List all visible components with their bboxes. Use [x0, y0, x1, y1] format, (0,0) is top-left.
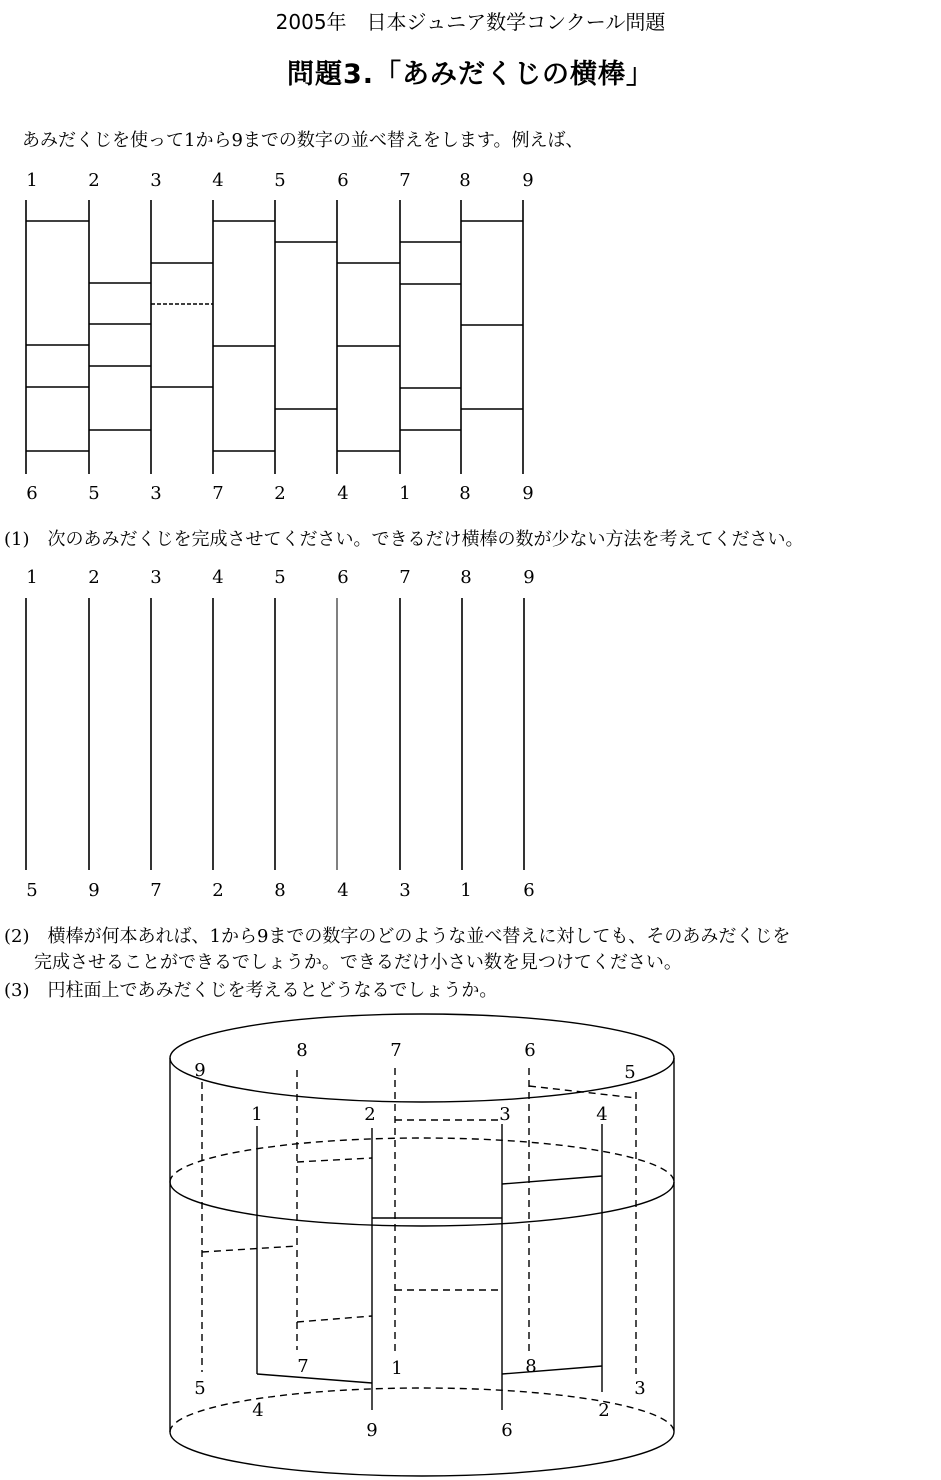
example-top-number: 4 — [212, 170, 224, 191]
cyl-top-label: 3 — [499, 1104, 511, 1125]
example-bottom-number: 5 — [88, 483, 100, 504]
q1-amidakuji — [26, 598, 524, 870]
cyl-bottom-label: 6 — [501, 1420, 513, 1441]
q1-bottom-number: 9 — [88, 880, 100, 901]
example-amidakuji — [26, 200, 523, 474]
cyl-bottom-label: 7 — [297, 1356, 309, 1377]
cyl-bottom-label: 8 — [525, 1356, 537, 1377]
q1-top-number: 2 — [88, 567, 100, 588]
example-bottom-number: 8 — [459, 483, 471, 504]
q1-bottom-number: 1 — [460, 880, 472, 901]
example-top-number: 5 — [274, 170, 286, 191]
cyl-top-label: 5 — [624, 1062, 636, 1083]
cyl-bottom-label: 5 — [194, 1378, 206, 1399]
q1-top-number: 5 — [274, 567, 286, 588]
example-bottom-number: 6 — [26, 483, 38, 504]
cyl-bottom-label: 9 — [366, 1420, 378, 1441]
question-1-text: (1) 次のあみだくじを完成させてください。できるだけ横棒の数が少ない方法を考えてください。 — [4, 529, 804, 550]
cyl-top-label: 8 — [296, 1040, 308, 1061]
example-top-number: 1 — [26, 170, 38, 191]
question-3-text: (3) 円柱面上であみだくじを考えるとどうなるでしょうか。 — [4, 980, 498, 1001]
question-2-line-2: 完成させることができるでしょうか。できるだけ小さい数を見つけてください。 — [34, 952, 682, 973]
page-title: 問題3.「あみだくじの横棒」 — [286, 59, 655, 90]
q1-top-number: 7 — [399, 567, 411, 588]
q1-bottom-number: 4 — [337, 880, 349, 901]
example-bottom-number: 3 — [150, 483, 162, 504]
example-top-number: 3 — [150, 170, 162, 191]
example-bottom-number: 9 — [522, 483, 534, 504]
example-bottom-number: 7 — [212, 483, 224, 504]
page-header: 2005年 日本ジュニア数学コンクール問題 — [275, 10, 666, 34]
example-top-number: 8 — [459, 170, 471, 191]
q1-top-number: 8 — [460, 567, 472, 588]
cyl-bottom-label: 4 — [252, 1400, 264, 1421]
example-bottom-number: 4 — [337, 483, 349, 504]
cyl-bottom-label: 2 — [598, 1400, 610, 1421]
question-2-line-1: (2) 横棒が何本あれば、1から9までの数字のどのような並べ替えに対しても、そのあみだくじを — [4, 926, 791, 947]
q1-top-number: 1 — [26, 567, 38, 588]
q1-bottom-number: 3 — [399, 880, 411, 901]
cyl-top-label: 7 — [390, 1040, 402, 1061]
example-bottom-number: 1 — [399, 483, 411, 504]
q1-top-number: 3 — [150, 567, 162, 588]
cyl-bottom-label: 1 — [391, 1358, 403, 1379]
example-top-number: 6 — [337, 170, 349, 191]
cyl-top-label: 6 — [524, 1040, 536, 1061]
q1-bottom-number: 8 — [274, 880, 286, 901]
q1-bottom-number: 5 — [26, 880, 38, 901]
intro-text: あみだくじを使って1から9までの数字の並べ替えをします。例えば、 — [22, 130, 584, 151]
q1-bottom-number: 6 — [523, 880, 535, 901]
cyl-top-label: 2 — [364, 1104, 376, 1125]
cyl-top-label: 4 — [596, 1104, 608, 1125]
q1-top-number: 6 — [337, 567, 349, 588]
q1-bottom-number: 7 — [150, 880, 162, 901]
q1-top-number: 4 — [212, 567, 224, 588]
example-bottom-number: 2 — [274, 483, 286, 504]
example-top-number: 2 — [88, 170, 100, 191]
cyl-bottom-label: 3 — [634, 1378, 646, 1399]
example-top-number: 7 — [399, 170, 411, 191]
q1-top-number: 9 — [523, 567, 535, 588]
example-top-number: 9 — [522, 170, 534, 191]
q1-bottom-number: 2 — [212, 880, 224, 901]
cyl-top-label: 9 — [194, 1060, 206, 1081]
cyl-top-label: 1 — [251, 1104, 263, 1125]
